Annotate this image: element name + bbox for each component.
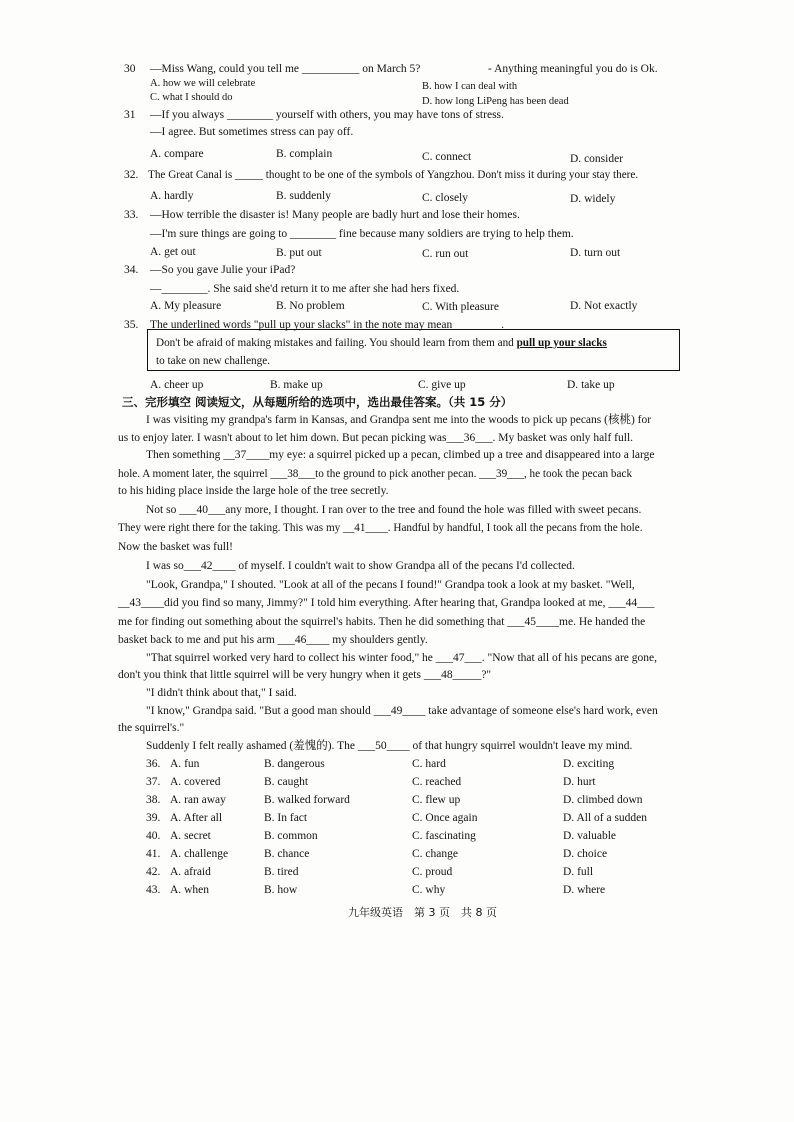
choice-number: 36. [146, 758, 161, 770]
choice-c: C. change [412, 848, 458, 860]
passage-line: Suddenly I felt really ashamed (羞愧的). The ___50____ of that hungry squirrel wouldn't leave my mind. [146, 740, 633, 752]
q35-option-a: A. cheer up [150, 379, 204, 391]
q33-stem: —How terrible the disaster is! Many people are badly hurt and lose their homes. [150, 209, 520, 221]
choice-a: A. challenge [170, 848, 229, 860]
choice-c: C. fascinating [412, 830, 476, 842]
passage-line: I was visiting my grandpa's farm in Kansas, and Grandpa sent me into the woods to pick up pecans (核桃) for [146, 414, 652, 426]
choice-number: 39. [146, 812, 161, 824]
choice-b: B. how [264, 884, 298, 896]
q30-stem-reply: - Anything meaningful you do is Ok. [488, 63, 658, 75]
q32-option-c: C. closely [422, 192, 468, 204]
choice-a: A. ran away [170, 794, 226, 806]
passage-line: hole. A moment later, the squirrel ___38___to the ground to pick another pecan. ___39___, he took the pecan back [118, 468, 633, 480]
choice-c: C. hard [412, 758, 446, 770]
choice-d: D. full [563, 866, 594, 878]
choice-d: D. valuable [563, 830, 617, 842]
passage-line: I was so___42____ of myself. I couldn't wait to show Grandpa all of the pecans I'd collected. [146, 560, 575, 572]
choice-a: A. secret [170, 830, 211, 842]
q31-stem-reply: —I agree. But sometimes stress can pay off. [150, 126, 354, 138]
choice-b: B. walked forward [264, 794, 350, 806]
q35-number: 35. [124, 319, 139, 331]
q30-option-d: D. how long LiPeng has been dead [422, 96, 569, 107]
q30-option-b: B. how I can deal with [422, 81, 518, 92]
q32-option-d: D. widely [570, 193, 616, 205]
passage-line: __43____did you find so many, Jimmy?" I told him everything. After hearing that, Grandpa looked at me, ___44___ [118, 597, 655, 609]
q30-option-c: C. what I should do [150, 92, 233, 103]
choice-c: C. proud [412, 866, 453, 878]
choice-number: 38. [146, 794, 161, 806]
q33-option-a: A. get out [150, 246, 196, 258]
cloze-section-heading: 三、完形填空 阅读短文，从每题所给的选项中，选出最佳答案。（共 15 分） [122, 395, 513, 409]
passage-line: Not so ___40___any more, I thought. I ran over to the tree and found the hole was filled with sweet pecans. [146, 504, 642, 516]
q33-option-c: C. run out [422, 248, 469, 260]
choice-d: D. choice [563, 848, 608, 860]
choice-a: A. afraid [170, 866, 211, 878]
q35-option-c: C. give up [418, 379, 466, 391]
passage-line: don't you think that little squirrel will be very hungry when it gets ___48_____?" [118, 669, 492, 681]
q34-stem-reply: —________. She said she'd return it to me after she had hers fixed. [150, 283, 460, 295]
passage-line: me for finding out something about the squirrel's habits. Then he did something that ___45____me. He handed the [118, 616, 646, 628]
choice-a: A. After all [170, 812, 223, 824]
passage-line: "Look, Grandpa," I shouted. "Look at all of the pecans I found!" Grandpa took a look at my basket. "Well, [146, 579, 635, 591]
choice-number: 40. [146, 830, 161, 842]
q31-number: 31 [124, 109, 136, 121]
choice-c: C. why [412, 884, 446, 896]
choice-d: D. All of a sudden [563, 812, 648, 824]
q33-stem-reply: —I'm sure things are going to ________ fine because many soldiers are trying to help them. [150, 228, 574, 240]
q35-note-box [147, 329, 680, 371]
choice-a: A. when [170, 884, 209, 896]
choice-b: B. tired [264, 866, 299, 878]
q30-stem: —Miss Wang, could you tell me __________ on March 5? [150, 63, 421, 75]
choice-d: D. exciting [563, 758, 615, 770]
q35-option-d: D. take up [567, 379, 615, 391]
q34-option-a: A. My pleasure [150, 300, 222, 312]
choice-d: D. where [563, 884, 606, 896]
q34-option-b: B. No problem [276, 300, 345, 312]
choice-d: D. hurt [563, 776, 596, 788]
choice-a: A. covered [170, 776, 221, 788]
q30-number: 30 [124, 63, 136, 75]
choice-number: 42. [146, 866, 161, 878]
choice-number: 43. [146, 884, 161, 896]
q30-option-a: A. how we will celebrate [150, 78, 256, 89]
q31-option-d: D. consider [570, 153, 624, 165]
choice-b: B. common [264, 830, 318, 842]
q33-option-d: D. turn out [570, 247, 621, 259]
q31-option-c: C. connect [422, 151, 472, 163]
q33-option-b: B. put out [276, 247, 322, 259]
passage-line: "That squirrel worked very hard to collect his winter food," he ___47___. "Now that all of his pecans are gone, [146, 652, 657, 664]
passage-line: the squirrel's." [118, 722, 185, 734]
q34-option-d: D. Not exactly [570, 300, 638, 312]
choice-number: 37. [146, 776, 161, 788]
q33-number: 33. [124, 209, 139, 221]
passage-line: "I didn't think about that," I said. [146, 687, 297, 699]
q32-option-a: A. hardly [150, 190, 194, 202]
q35-note-line2: to take on new challenge. [156, 355, 271, 367]
choice-a: A. fun [170, 758, 200, 770]
choice-c: C. flew up [412, 794, 461, 806]
choice-b: B. In fact [264, 812, 308, 824]
q32-stem: The Great Canal is _____ thought to be one of the symbols of Yangzhou. Don't miss it during your stay there. [148, 169, 639, 181]
q34-number: 34. [124, 264, 139, 276]
q34-stem: —So you gave Julie your iPad? [150, 264, 296, 276]
passage-line: Now the basket was full! [118, 541, 233, 553]
q34-option-c: C. With pleasure [422, 301, 499, 313]
choice-c: C. reached [412, 776, 462, 788]
page-footer: 九年级英语 第 3 页 共 8 页 [348, 906, 497, 919]
q35-note-line1: Don't be afraid of making mistakes and failing. You should learn from them and pull up your slacks [156, 337, 607, 349]
q35-stem: The underlined words "pull up your slacks" in the note may mean ________. [150, 319, 505, 331]
passage-line: They were right there for the taking. This was my __41____. Handful by handful, I took all the pecans from the hole. [118, 522, 643, 534]
q32-option-b: B. suddenly [276, 190, 331, 202]
q31-option-b: B. complain [276, 148, 333, 160]
choice-number: 41. [146, 848, 161, 860]
choice-c: C. Once again [412, 812, 478, 824]
choice-b: B. chance [264, 848, 310, 860]
choice-b: B. dangerous [264, 758, 325, 770]
q35-option-b: B. make up [270, 379, 323, 391]
q32-number: 32. [124, 169, 139, 181]
passage-line: to his hiding place inside the large hole of the tree secretly. [118, 485, 389, 497]
passage-line: Then something __37____my eye: a squirrel picked up a pecan, climbed up a tree and disappeared into a large [146, 449, 655, 461]
q31-option-a: A. compare [150, 148, 204, 160]
q35-underlined-phrase: pull up your slacks [516, 337, 607, 349]
passage-line: us to enjoy later. I wasn't about to let him down. But pecan picking was___36___. My basket was only half full. [118, 432, 634, 444]
q31-stem: —If you always ________ yourself with others, you may have tons of stress. [150, 109, 504, 121]
choice-d: D. climbed down [563, 794, 643, 806]
choice-b: B. caught [264, 776, 309, 788]
passage-line: "I know," Grandpa said. "But a good man should ___49____ take advantage of someone else's hard work, even [146, 705, 658, 717]
passage-line: basket back to me and put his arm ___46____ my shoulders gently. [118, 634, 428, 646]
